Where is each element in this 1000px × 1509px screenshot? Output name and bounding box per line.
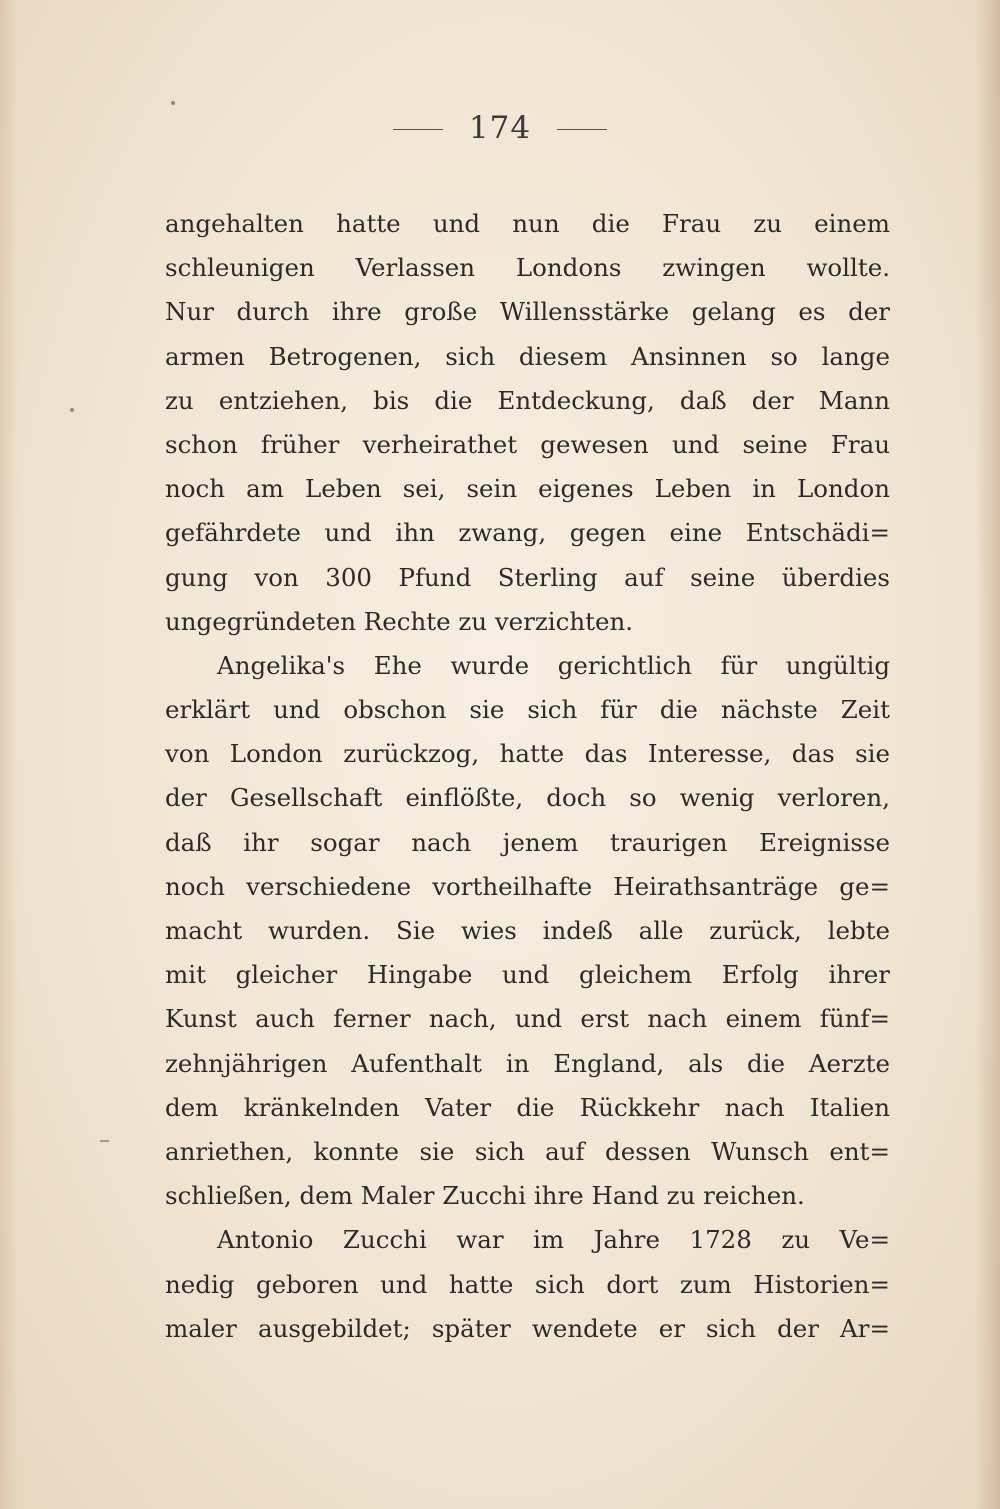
stray-mark-left xyxy=(70,408,74,412)
page-header xyxy=(0,110,1000,146)
page-right-shadow xyxy=(976,0,1000,1509)
text-line: gefährdete und ihn zwang, gegen eine Entschädi= xyxy=(165,518,890,548)
text-line: dem kränkelnden Vater die Rückkehr nach Italien xyxy=(165,1092,890,1122)
text-line: gung von 300 Pfund Sterling auf seine überdies xyxy=(165,562,890,592)
text-line: noch am Leben sei, sein eigenes Leben in London xyxy=(165,474,890,504)
page-number: 174 xyxy=(468,110,532,146)
text-line: daß ihr sogar nach jenem traurigen Ereignisse xyxy=(165,827,890,857)
text-line: angehalten hatte und nun die Frau zu einem xyxy=(165,209,890,238)
header-left-dash xyxy=(393,129,443,131)
body-text xyxy=(165,202,890,1351)
text-line: Kunst auch ferner nach, und erst nach einem fünf= xyxy=(165,1004,890,1034)
text-line: der Gesellschaft einflößte, doch so wenig verloren, xyxy=(165,783,890,813)
stray-mark-margin xyxy=(100,1140,109,1142)
text-line: schleunigen Verlassen Londons zwingen wollte. xyxy=(165,253,890,283)
text-line: zehnjährigen Aufenthalt in England, als die Aerzte xyxy=(165,1048,890,1078)
text-line: Antonio Zucchi war im Jahre 1728 zu Ve= xyxy=(217,1225,890,1255)
text-line: schließen, dem Maler Zucchi ihre Hand zu reichen. xyxy=(165,1181,805,1211)
text-line: anriethen, konnte sie sich auf dessen Wunsch ent= xyxy=(165,1136,890,1166)
text-line: schon früher verheirathet gewesen und seine Frau xyxy=(165,429,890,459)
stray-mark-top xyxy=(171,101,175,105)
text-line: macht wurden. Sie wies indeß alle zurück, lebte xyxy=(165,916,890,945)
text-line: Nur durch ihre große Willensstärke gelang es der xyxy=(165,297,890,327)
text-line: zu entziehen, bis die Entdeckung, daß der Mann xyxy=(165,385,890,415)
text-line: Angelika's Ehe wurde gerichtlich für ungültig xyxy=(217,650,890,680)
text-line: von London zurückzog, hatte das Interesse, das sie xyxy=(165,739,890,769)
page-left-shadow xyxy=(0,0,18,1509)
text-line: mit gleicher Hingabe und gleichem Erfolg ihrer xyxy=(165,960,890,990)
text-line: nedig geboren und hatte sich dort zum Historien= xyxy=(165,1269,890,1299)
header-right-dash xyxy=(557,129,607,131)
text-line: ungegründeten Rechte zu verzichten. xyxy=(165,606,634,636)
text-line: armen Betrogenen, sich diesem Ansinnen so lange xyxy=(165,341,890,371)
text-line: maler ausgebildet; später wendete er sich der Ar= xyxy=(165,1313,890,1343)
text-line: noch verschiedene vortheilhafte Heirathsanträge ge= xyxy=(165,871,890,901)
text-line: erklärt und obschon sie sich für die nächste Zeit xyxy=(165,695,890,725)
